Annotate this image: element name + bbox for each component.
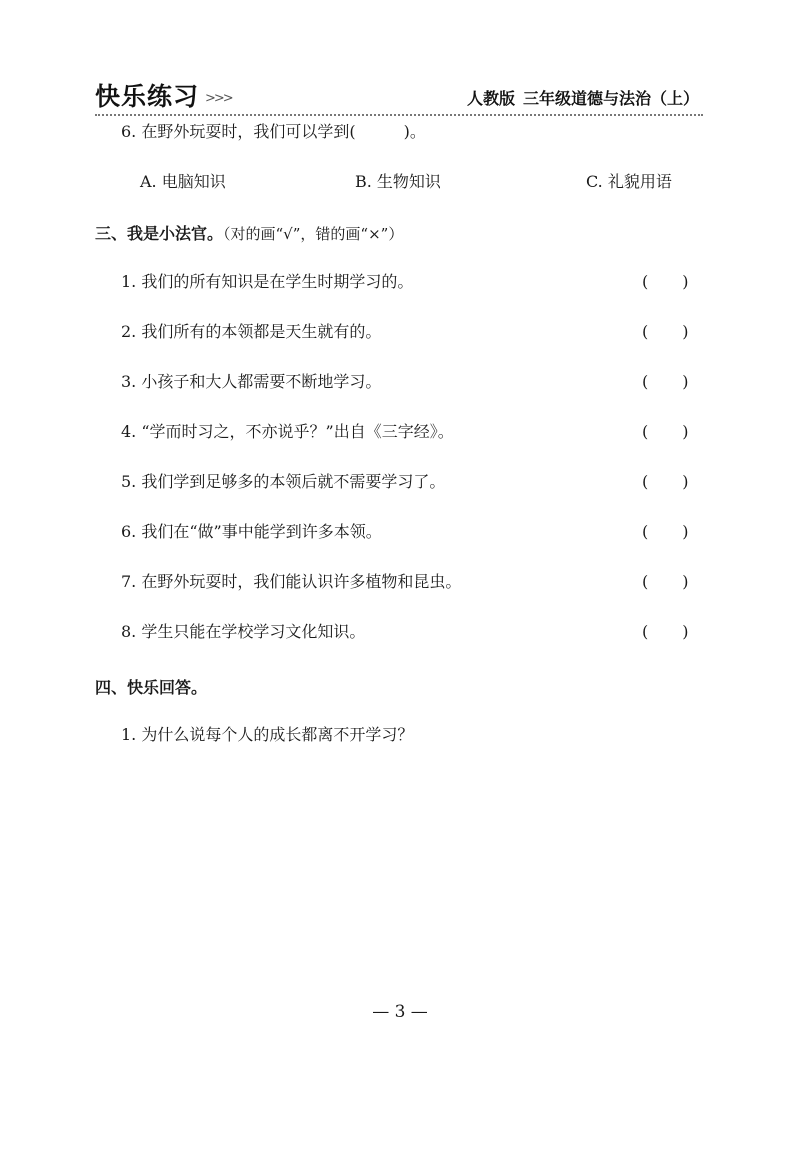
judge-answer-2[interactable]: [642, 322, 689, 341]
paren-close: ): [682, 372, 689, 391]
paren-open: (: [642, 422, 649, 441]
paren-close: ): [682, 272, 689, 291]
q6-option-c[interactable]: C. 礼貌用语: [586, 172, 672, 191]
paren-close: ): [682, 622, 689, 641]
q6-option-a[interactable]: A. 电脑知识: [140, 172, 226, 191]
paren-close: ): [682, 322, 689, 341]
paren-close: ): [682, 522, 689, 541]
paren-open: (: [642, 522, 649, 541]
judge-answer-3[interactable]: [642, 372, 689, 391]
section-3-note: （对的画“√”，错的画“×”）: [223, 225, 404, 243]
section-4-heading: 四、快乐回答。: [95, 678, 208, 697]
paren-close: ): [682, 472, 689, 491]
paren-open: (: [642, 372, 649, 391]
question-6-stem: [121, 122, 426, 142]
page-header: [95, 68, 703, 116]
judge-answer-7[interactable]: [642, 572, 689, 591]
paren-close: ): [682, 572, 689, 591]
section-3-title: 三、我是小法官。: [95, 224, 224, 243]
section-3-heading: [95, 221, 403, 244]
q6-stem-after: )。: [403, 122, 426, 141]
q6-stem-before: 6. 在野外玩耍时，我们可以学到(: [121, 122, 356, 141]
paren-open: (: [642, 322, 649, 341]
edition-label: [467, 86, 699, 109]
judge-answer-5[interactable]: [642, 472, 689, 491]
judge-item-3: 3. 小孩子和大人都需要不断地学习。: [121, 372, 382, 391]
paren-close: ): [682, 422, 689, 441]
paren-open: (: [642, 472, 649, 491]
judge-item-6: 6. 我们在“做”事中能学到许多本领。: [121, 522, 382, 541]
answer-question-1: 1. 为什么说每个人的成长都离不开学习？: [121, 725, 414, 744]
judge-item-5: 5. 我们学到足够多的本领后就不需要学习了。: [121, 472, 446, 491]
judge-answer-1[interactable]: [642, 272, 689, 291]
paren-open: (: [642, 572, 649, 591]
chevrons-icon: >>>: [205, 91, 232, 106]
paren-open: (: [642, 272, 649, 291]
judge-answer-6[interactable]: [642, 522, 689, 541]
q6-option-b[interactable]: B. 生物知识: [355, 172, 441, 191]
judge-answer-4[interactable]: [642, 422, 689, 441]
judge-item-4: 4. “学而时习之，不亦说乎？”出自《三字经》。: [121, 422, 454, 441]
course-label: 三年级道德与法治（上）: [522, 89, 699, 108]
judge-answer-8[interactable]: [642, 622, 689, 641]
judge-item-2: 2. 我们所有的本领都是天生就有的。: [121, 322, 382, 341]
judge-item-8: 8. 学生只能在学校学习文化知识。: [121, 622, 366, 641]
brand-title: 快乐练习: [95, 82, 200, 111]
judge-item-1: 1. 我们的所有知识是在学生时期学习的。: [121, 272, 414, 291]
page-number: — 3 —: [372, 1002, 428, 1022]
paren-open: (: [642, 622, 649, 641]
judge-item-7: 7. 在野外玩耍时，我们能认识许多植物和昆虫。: [121, 572, 462, 591]
publisher-label: 人教版: [466, 89, 515, 108]
